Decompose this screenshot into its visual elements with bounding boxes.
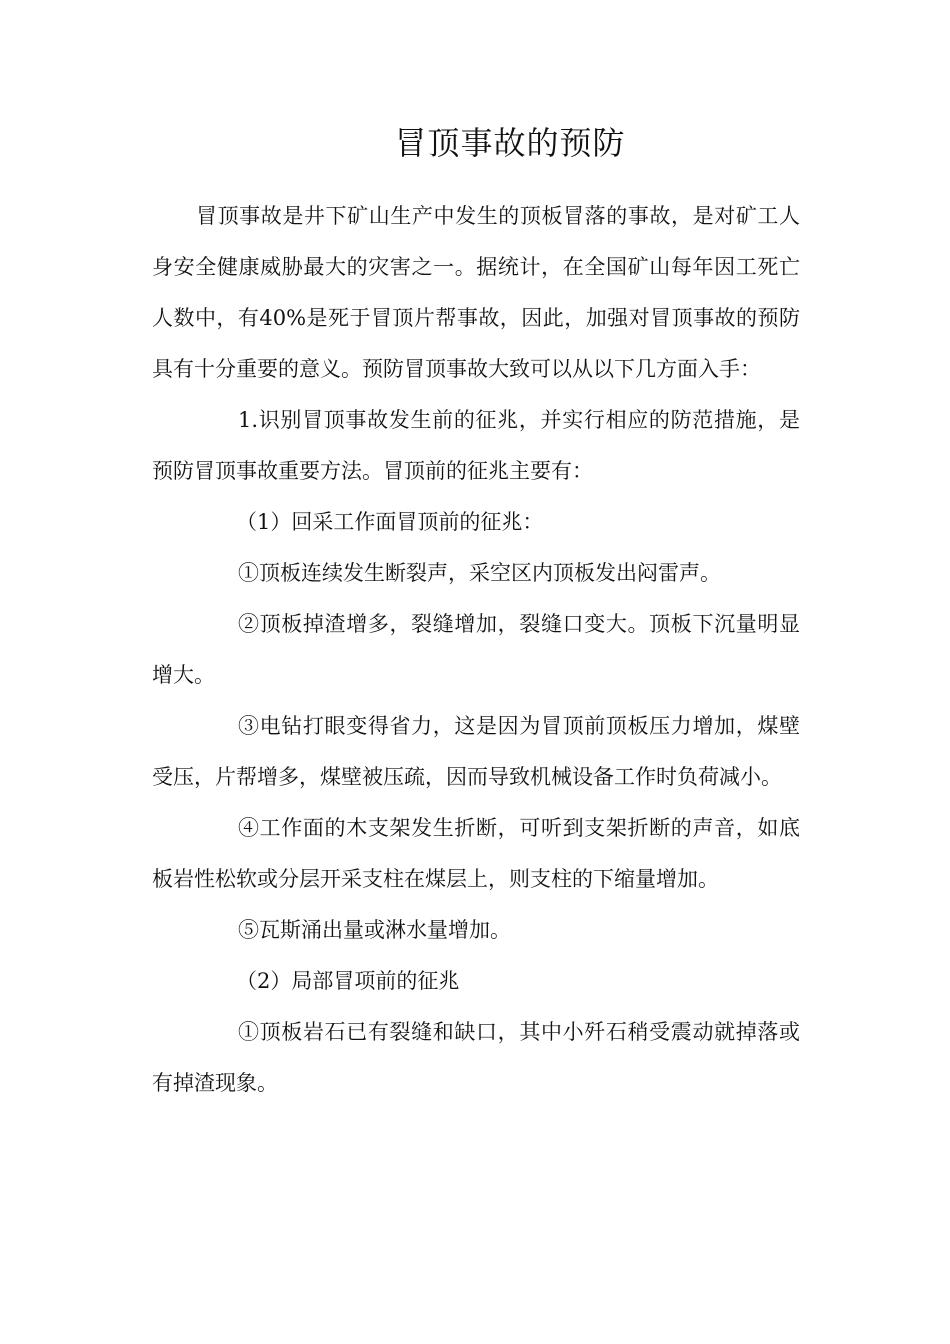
page-title: 冒顶事故的预防 bbox=[394, 124, 626, 162]
sign-item-5: ⑤瓦斯涌出量或淋水量增加。 bbox=[238, 918, 511, 942]
intro-paragraph: 冒顶事故是井下矿山生产中发生的顶板冒落的事故，是对矿工人身安全健康威胁最大的灾害之一。据统计，在全国矿山每年因工死亡人数中，有40%是死于冒顶片帮事故，因此，加强对冒顶事故的预防具有十分重要的意义。预防冒顶事故大致可以从以下几方面入手： bbox=[152, 204, 800, 381]
sign-item-4: ④工作面的木支架发生折断，可听到支架折断的声音，如底板岩性松软或分层开采支柱在煤层上，则支柱的下缩量增加。 bbox=[152, 816, 800, 891]
local-sign-item-1: ①顶板岩石已有裂缝和缺口，其中小歼石稍受震动就掉落或有掉渣现象。 bbox=[152, 1020, 800, 1095]
section-1-paragraph: 1.识别冒顶事故发生前的征兆，并实行相应的防范措施，是预防冒顶事故重要方法。冒顶前的征兆主要有： bbox=[152, 408, 800, 483]
document-body bbox=[152, 191, 800, 1109]
subsection-2-heading: （2）局部冒项前的征兆 bbox=[236, 969, 460, 993]
subsection-1-heading: （1）回采工作面冒顶前的征兆： bbox=[236, 510, 544, 534]
sign-item-2: ②顶板掉渣增多，裂缝增加，裂缝口变大。顶板下沉量明显增大。 bbox=[152, 612, 800, 687]
sign-item-1: ①顶板连续发生断裂声，采空区内顶板发出闷雷声。 bbox=[238, 561, 721, 585]
sign-item-3: ③电钻打眼变得省力，这是因为冒顶前顶板压力增加，煤壁受压，片帮增多，煤壁被压疏，因而导致机械设备工作时负荷减小。 bbox=[152, 714, 800, 789]
